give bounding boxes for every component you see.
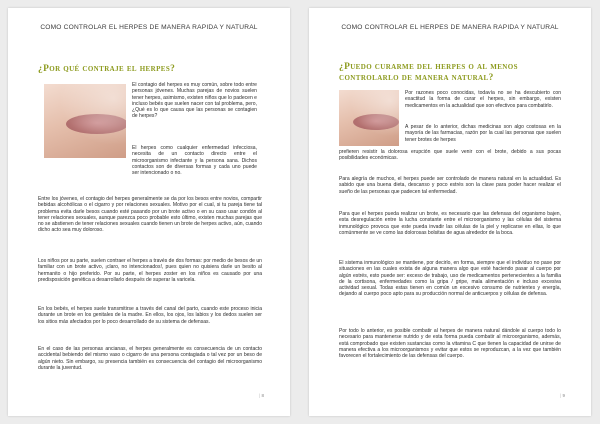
paragraph: En el caso de las personas ancianas, el herpes generalmente es consecuencia de un contacto accidental bebiendo del mismo vaso o cigarro de una persona contagiada o tal vez por un beso de algún nieto. Sin embargo, su presencia también es consecuencia del contagio del microorganismo durante la juventud.	[38, 346, 262, 371]
page-number: | 8	[259, 393, 264, 398]
paragraph: Para que el herpes pueda realizar un brote, es necesario que las defensas del organismo bajen, esta desregulación entre la lucha constante entre el microorganismo y las células del sistema inmunológico provoca que este pueda invadir las células de la piel y replicarse en ellas, lo que comúnmente se ve como las dolorosas bolsitas de agua alrededor de la boca.	[339, 211, 561, 236]
paragraph: El contagio del herpes es muy común, sobre todo entre personas jóvenes. Muchas parejas de novios suelen tener herpes, asimismo, existen niños que lo padecen e incluso bebés que suelen nacer con tal problema, pero, ¿Qué es lo que causa que las personas se contagien de herpes?	[132, 82, 257, 120]
paragraph: prefieren resistir la dolorosa erupción que suele venir con el brote, debido a sus pocas posibilidades económicas.	[339, 149, 561, 162]
lips-photo	[44, 84, 126, 158]
page-number: | 9	[560, 393, 565, 398]
paragraph: El herpes como cualquier enfermedad infecciosa, necesita de un contacto directo entre el microorganismo infectante y la persona sana. Dichos contactos son de diversas formas y cada uno puede ser intencionado o no.	[132, 145, 257, 176]
page-left	[8, 8, 290, 416]
paragraph: A pesar de lo anterior, dichas medicinas son algo costosas en la mayoría de las farmacias, razón por la cual las personas que suelen tener brotes de herpes	[405, 124, 561, 143]
paragraph: Entre los jóvenes, el contagio del herpes generalmente se da por los besos entre novios, compartir bebidas alcohólicas o el cigarro y por relaciones sexuales. Motivo por el cual, si tu pareja tiene tal problema evita darle besos cuando esté pasando por un brote activo o en su caso usar condón al tener relaciones sexuales, aunque parezca poco probable esto último, existen muchas parejas que no se abstienen de tener relaciones sexuales cuando tienen un brote de herpes activo, aún, cuando dicho acto sea muy doloroso.	[38, 196, 262, 234]
paragraph: En los bebés, el herpes suele transmitirse a través del canal del parto, cuando este proceso inicia durante un brote en los genitales de la madre. En ellos, los ojos, los labios y los dedos suelen ser los sitios más afectados por lo poco desarrollado de su sistema de defensas.	[38, 306, 262, 325]
running-header: COMO CONTROLAR EL HERPES DE MANERA RAPIDA Y NATURAL	[341, 24, 559, 31]
paragraph: Por todo lo anterior, es posible combatir al herpes de manera natural dándole al cuerpo todo lo necesario para mantenerse nutrido y de esta forma pueda combatir al microorganismo, además, está comprobado que existen sustancias como la vitamina C que tienen la capacidad de unirse de manera efectiva a los microorganismos y evitar que estos se reproduzcan, a la vez que también favorecen el fortalecimiento de las defensas del cuerpo.	[339, 328, 561, 359]
paragraph: Por razones poco conocidas, todavía no se ha descubierto con exactitud la forma de curar el herpes, sin embargo, existen medicamentos en la actualidad que son efectivos para combatirlo.	[405, 90, 561, 109]
lips-photo	[339, 90, 399, 146]
running-header: COMO CONTROLAR EL HERPES DE MANERA RAPIDA Y NATURAL	[40, 24, 258, 31]
paragraph: Para alegría de muchos, el herpes puede ser controlado de manera natural en la actualidad. Es sabido que una buena dieta, descanso y poco estrés son la clave para poder hacer realizar el sueño de las personas que padecen tal enfermedad.	[339, 176, 561, 195]
page-right	[309, 8, 591, 416]
paragraph: Los niños por su parte, suelen contraer el herpes a través de dos formas: por medio de besos de un familiar con un brote activo, ¡claro, no intencionados!, pues quien no quisiera darle un besito al hermanito o hijo preferido. Por su parte, el herpes zoster en los niños es causado por una predisposición genética a desarrollarlo después de superar la varicela.	[38, 258, 262, 283]
paragraph: El sistema inmunológico se mantiene, por decirlo, en forma, siempre que el individuo no pase por situaciones en las cuales exista de alguna manera algo que esté haciendo pasar al cuerpo por algún estrés, esto puede ser: exceso de trabajo, uso de medicamentos pertenecientes a la familia de la cortisona, enfermedades como la gripa / gripe, mala alimentación e incluso excesiva actividad sexual. Todas estas tienen en común un excesivo consumo de nutrientes y energía, dejando al cuerpo poco apto para su producción normal de anticuerpos y células de defensa.	[339, 260, 561, 298]
section-title: ¿Por qué contraje el herpes?	[38, 64, 176, 74]
section-title: ¿Puedo curarme del herpes o al menos controlarlo de manera natural?	[339, 62, 518, 83]
